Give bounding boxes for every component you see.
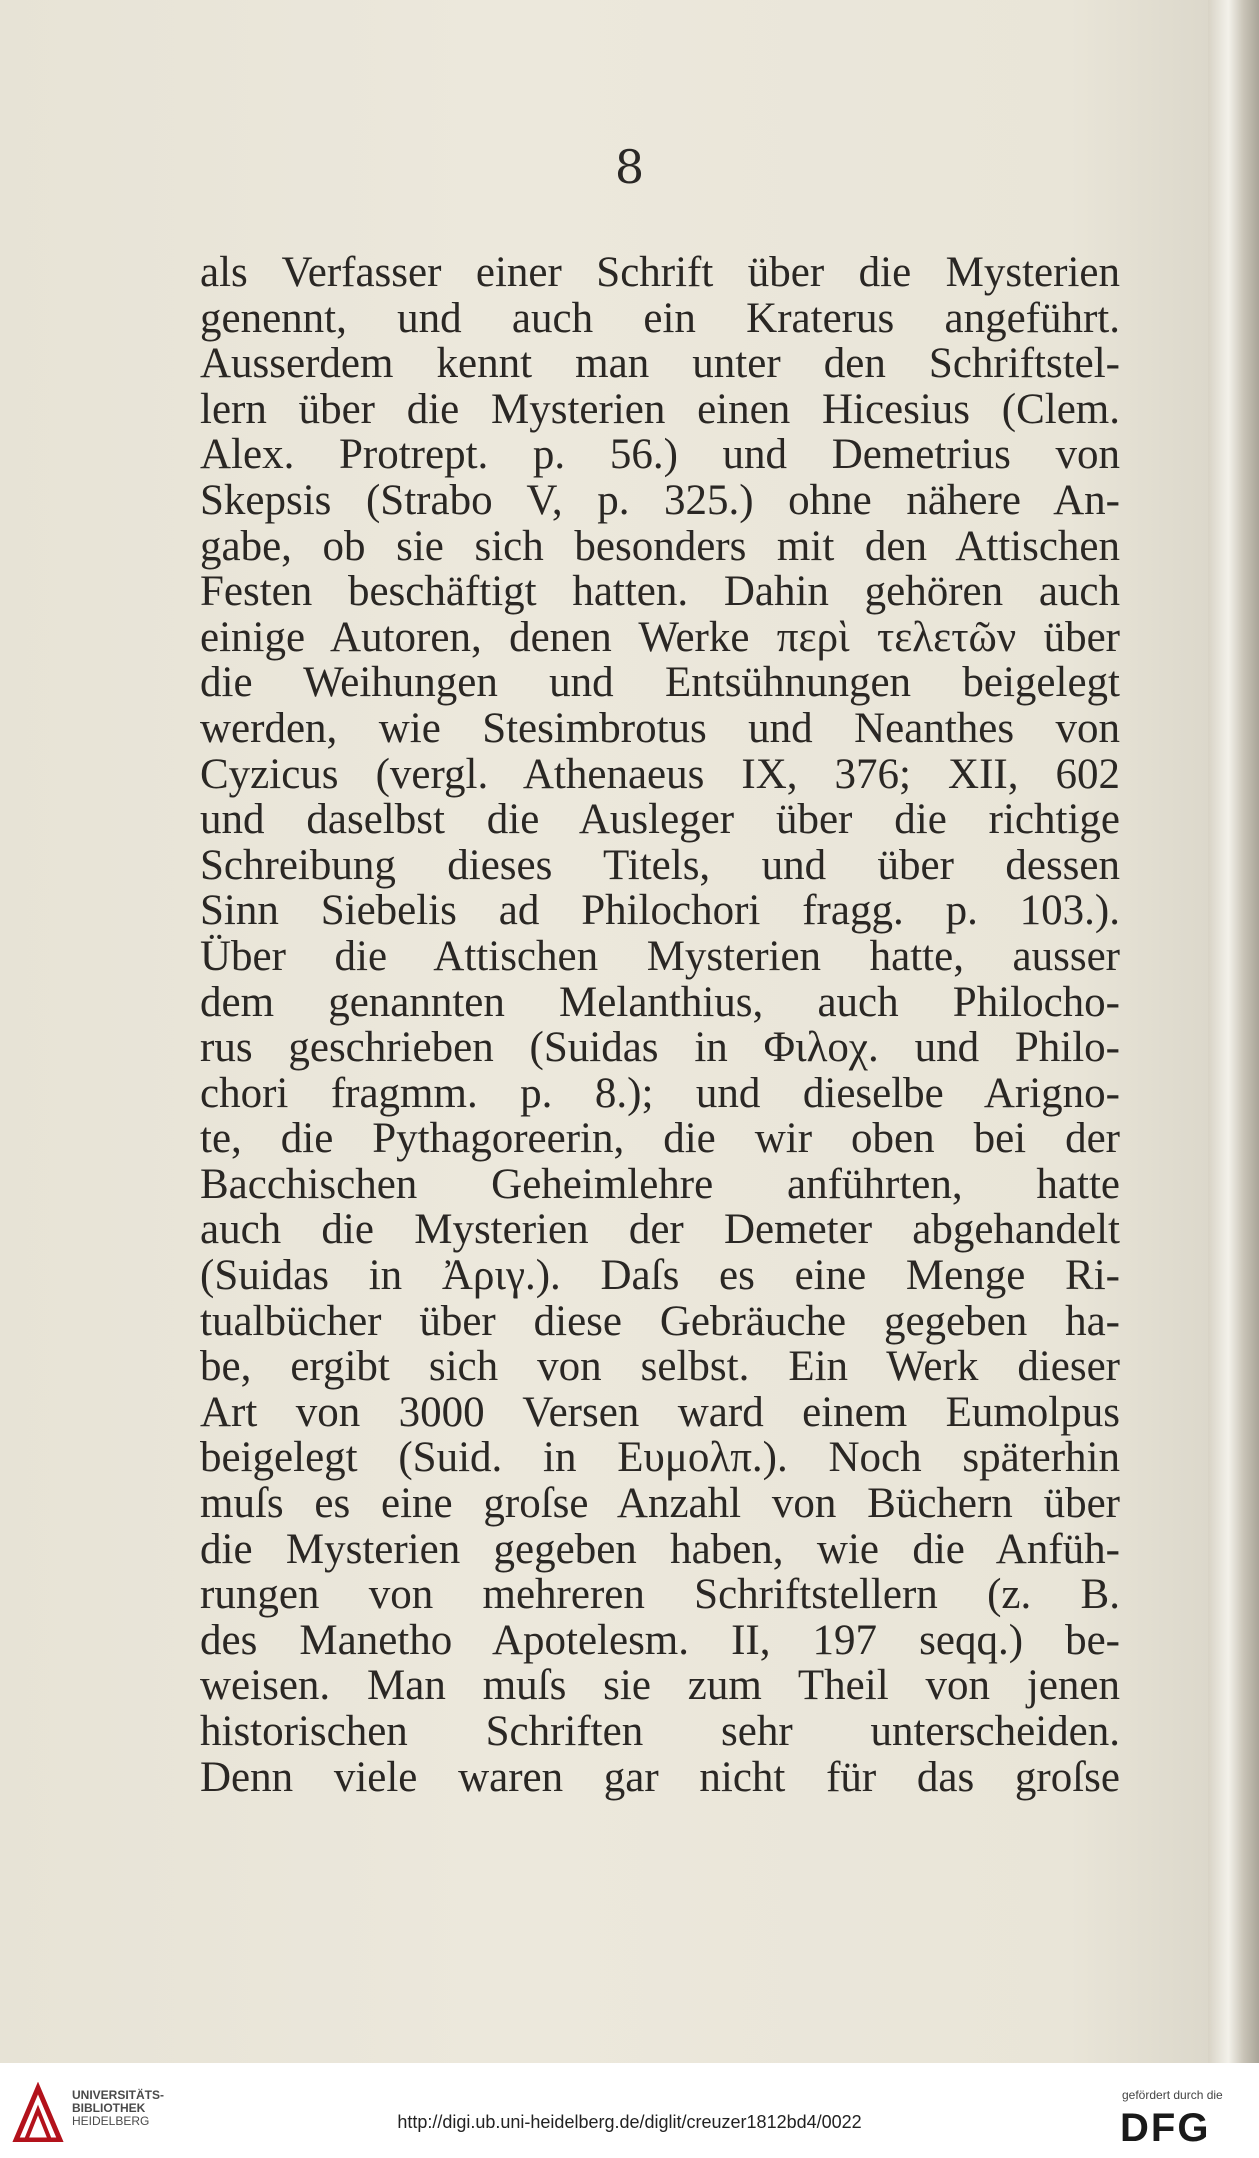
text-line: Festen beschäftigt hatten. Dahin gehören auch [200,568,1120,616]
text-line: be, ergibt sich von selbst. Ein Werk dieser [200,1343,1120,1391]
text-line: chori fragmm. p. 8.); und dieselbe Arigno- [200,1069,1120,1117]
text-line: Cyzicus (vergl. Athenaeus IX, 376; XII, 602 [200,750,1120,798]
text-line: (Suidas in Ἀριγ.). Daſs es eine Menge Ri- [200,1252,1120,1300]
text-line: weisen. Man muſs sie zum Theil von jenen [200,1662,1120,1710]
library-name-line-2: BIBLIOTHEK [72,2101,146,2115]
library-name-line-1: UNIVERSITÄTS- [72,2088,165,2102]
text-line: Alex. Protrept. p. 56.) und Demetrius von [200,431,1120,479]
page-number: 8 [614,140,645,194]
book-edge [1208,0,1259,2063]
text-line: te, die Pythagoreerin, die wir oben bei der [200,1115,1120,1163]
text-line: tualbücher über diese Gebräuche gegeben ha- [200,1297,1120,1345]
text-line: Sinn Siebelis ad Philochori fragg. p. 103.). [200,887,1120,935]
text-line: als Verfasser einer Schrift über die Mysterien [200,249,1120,296]
text-line: dem genannten Melanthius, auch Philocho- [200,978,1120,1026]
funding-note: gefördert durch die [1122,2088,1223,2102]
text-line: rus geschrieben (Suidas in Φιλοχ. und Philo- [200,1024,1120,1072]
text-line: des Manetho Apotelesm. II, 197 seqq.) be- [200,1616,1120,1664]
text-line: historischen Schriften sehr unterscheiden. [200,1708,1120,1755]
text-line: Schreibung dieses Titels, und über dessen [200,841,1120,889]
library-name-line-3: HEIDELBERG [72,2114,150,2128]
dfg-logo: DFG [1120,2106,1211,2150]
text-line: lern über die Mysterien einen Hicesius (Clem. [200,385,1120,433]
text-line: beigelegt (Suid. in Ευμολπ.). Noch späterhin [200,1434,1120,1482]
text-line: die Weihungen und Entsühnungen beigelegt [200,659,1120,707]
text-line: gabe, ob sie sich besonders mit den Attischen [200,522,1120,570]
footer-bar [0,2063,1259,2158]
text-line: auch die Mysterien der Demeter abgehandelt [200,1206,1120,1254]
text-line: Über die Attischen Mysterien hatte, ausser [200,932,1120,980]
text-line: Bacchischen Geheimlehre anführten, hatte [200,1160,1120,1208]
text-line: muſs es eine groſse Anzahl von Büchern über [200,1480,1120,1528]
text-line: einige Autoren, denen Werke περὶ τελετῶν über [200,613,1120,661]
text-line: Ausserdem kennt man unter den Schriftstel- [200,340,1120,388]
source-url-link[interactable]: http://digi.ub.uni-heidelberg.de/diglit/creuzer1812bd4/0022 [397,2112,862,2132]
text-line: rungen von mehreren Schriftstellern (z. B. [200,1571,1120,1619]
text-line: genennt, und auch ein Kraterus angeführt. [200,294,1120,342]
text-line: Denn viele waren gar nicht für das groſse [200,1753,1120,1801]
text-line: und daselbst die Ausleger über die richtige [200,796,1120,844]
text-line: Art von 3000 Versen ward einem Eumolpus [200,1388,1120,1436]
body-text [200,250,1120,1800]
text-line: Skepsis (Strabo V, p. 325.) ohne nähere An- [200,476,1120,524]
text-line: die Mysterien gegeben haben, wie die Anfüh- [200,1525,1120,1573]
text-line: werden, wie Stesimbrotus und Neanthes von [200,704,1120,752]
